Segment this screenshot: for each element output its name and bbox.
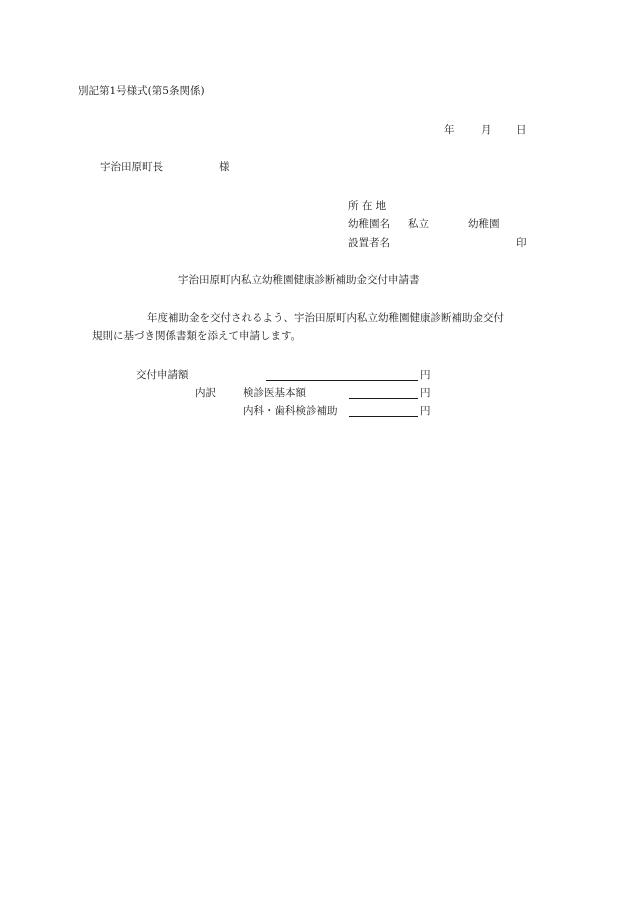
document-title: 宇治田原町内私立幼稚園健康診断補助金交付申請書: [178, 274, 420, 286]
item2-amount-line: [349, 416, 418, 417]
kindergarten-label: 幼稚園名: [348, 218, 390, 230]
body-line-2: 規則に基づき関係書類を添えて申請します。: [92, 330, 302, 342]
addressee-honorific: 様: [219, 161, 230, 173]
location-label: 所 在 地: [348, 200, 387, 212]
total-amount-label: 交付申請額: [136, 369, 189, 381]
kindergarten-prefix: 私立: [408, 218, 429, 230]
date-day: 日: [516, 124, 527, 136]
total-amount-currency: 円: [420, 369, 431, 381]
body-line-1: 年度補助金を交付されるよう、宇治田原町内私立幼稚園健康診断補助金交付: [147, 312, 504, 324]
addressee-name: 宇治田原町長: [100, 161, 163, 173]
total-amount-line: [266, 380, 418, 381]
seal-mark: 印: [516, 237, 527, 249]
item2-label: 内科・歯科検診補助: [243, 405, 338, 417]
breakdown-label: 内訳: [195, 387, 216, 399]
date-month: 月: [481, 124, 492, 136]
item2-currency: 円: [420, 405, 431, 417]
founder-label: 設置者名: [348, 237, 390, 249]
item1-amount-line: [349, 398, 418, 399]
date-year: 年: [444, 124, 455, 136]
item1-currency: 円: [420, 387, 431, 399]
kindergarten-suffix: 幼稚園: [468, 218, 500, 230]
item1-label: 検診医基本額: [243, 387, 306, 399]
form-number: 別記第1号様式(第5条関係): [78, 85, 205, 97]
